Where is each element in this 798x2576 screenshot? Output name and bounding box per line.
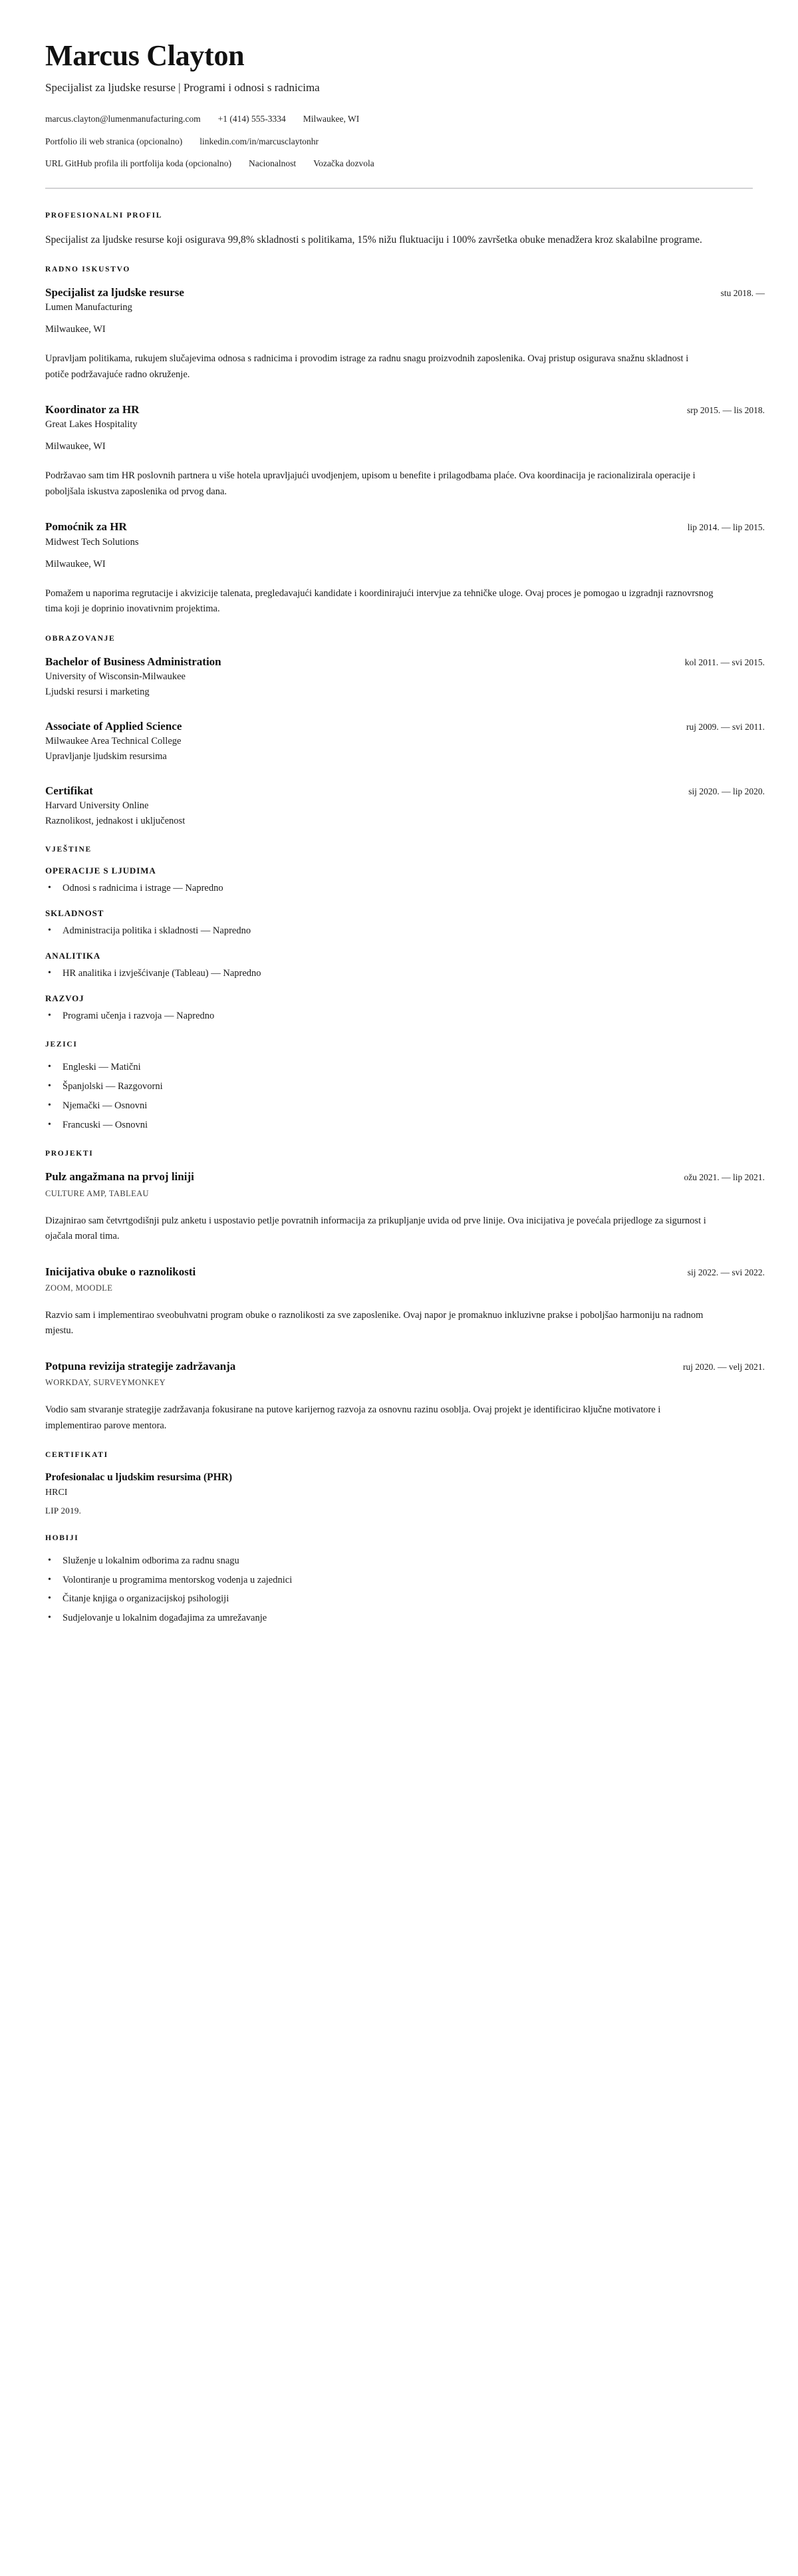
section-title-skills: VJEŠTINE — [45, 846, 92, 854]
section-projects — [45, 1150, 765, 1434]
job-description: Upravljam politikama, rukujem slučajevima odnosa s radnicima i provodim istrage za radnu snagu proizvodnih zaposlenika. Ovaj pristup osigurava snažnu skladnost i potiče podržavajuće radno okruženje. — [45, 353, 689, 380]
experience-entry-head — [45, 402, 765, 416]
experience-entry-head — [45, 285, 765, 299]
language-list — [45, 1060, 765, 1132]
experience-entry — [45, 285, 765, 383]
contact-location: Milwaukee, WI — [303, 113, 360, 124]
job-description: Podržavao sam tim HR poslovnih partnera u više hotela upravljajući uvodjenjem, upisom u benefite i prilagodbama plaće. Ova koordinacija je racionalizirala operacije i poboljšala iskustva zaposlenika od prvog dana. — [45, 470, 696, 497]
skill-group-name: ANALITIKA — [45, 950, 101, 961]
skill-item: • Odnosi s radnicima i istrage — Napredno — [45, 882, 765, 896]
project-dates: ruj 2020. — velj 2021. — [683, 1361, 765, 1372]
job-position: Pomoćnik za HR — [45, 520, 127, 534]
project-stack: WORKDAY, SURVEYMONKEY — [45, 1378, 166, 1388]
contact-github-placeholder[interactable]: URL GitHub profila ili portfolija koda (opcionalno) — [45, 158, 231, 169]
section-certificates — [45, 1451, 765, 1517]
section-skills — [45, 846, 765, 1023]
resume-header — [45, 41, 765, 170]
education-institution: University of Wisconsin-Milwaukee — [45, 671, 186, 682]
section-title-certificates: CERTIFIKATI — [45, 1451, 108, 1460]
section-title-education: OBRAZOVANJE — [45, 634, 116, 643]
education-entry-head — [45, 784, 765, 798]
certificate-entry — [45, 1471, 765, 1517]
profile-summary-text: Specijalist za ljudske resurse koji osigurava 99,8% skladnosti s politikama, 15% nižu fluktuaciju i 100% završetka obuke menadžera kroz skalabilne programe. — [45, 234, 702, 245]
education-degree: Bachelor of Business Administration — [45, 655, 221, 668]
hobby-item: • Sudjelovanje u lokalnim događajima za umrežavanje — [45, 1611, 765, 1626]
header-divider — [45, 188, 753, 189]
section-education — [45, 635, 765, 829]
education-entry-head — [45, 655, 765, 669]
project-dates: sij 2022. — svi 2022. — [687, 1267, 765, 1277]
project-entry — [45, 1359, 765, 1434]
project-stack: CULTURE AMP, TABLEAU — [45, 1188, 149, 1198]
job-location: Milwaukee, WI — [45, 558, 106, 569]
hobby-item: • Služenje u lokalnim odborima za radnu snagu — [45, 1554, 765, 1569]
skill-group-name: SKLADNOST — [45, 908, 104, 919]
skill-list — [45, 1009, 765, 1024]
education-entry — [45, 719, 765, 764]
project-stack: ZOOM, MOODLE — [45, 1283, 113, 1293]
education-degree: Certifikat — [45, 784, 93, 798]
candidate-name: Marcus Clayton — [45, 39, 245, 72]
job-location: Milwaukee, WI — [45, 441, 106, 452]
job-company: Lumen Manufacturing — [45, 302, 132, 313]
section-title-projects: PROJEKTI — [45, 1150, 94, 1158]
certificate-name: Profesionalac u ljudskim resursima (PHR) — [45, 1472, 233, 1484]
project-entry — [45, 1170, 765, 1244]
job-location: Milwaukee, WI — [45, 324, 106, 335]
skill-item: • Programi učenja i razvoja — Napredno — [45, 1009, 765, 1024]
project-entry-head — [45, 1265, 765, 1279]
language-item: • Španjolski — Razgovorni — [45, 1080, 765, 1094]
education-dates: ruj 2009. — svi 2011. — [686, 721, 765, 732]
contact-email[interactable]: marcus.clayton@lumenmanufacturing.com — [45, 113, 201, 124]
section-title-hobbies: HOBIJI — [45, 1533, 79, 1542]
skill-list — [45, 967, 765, 981]
section-title-profile: PROFESIONALNI PROFIL — [45, 211, 163, 220]
job-position: Specijalist za ljudske resurse — [45, 285, 184, 299]
education-field: Ljudski resursi i marketing — [45, 686, 150, 697]
project-name: Pulz angažmana na prvoj liniji — [45, 1170, 194, 1184]
project-name: Potpuna revizija strategije zadržavanja — [45, 1359, 236, 1372]
education-field: Raznolikost, jednakost i uključenost — [45, 816, 186, 827]
skill-group — [45, 993, 765, 1024]
project-description: Razvio sam i implementirao sveobuhvatni program obuke o raznolikosti za sve zaposlenike. Ovaj napor je promaknuo inkluzivne prakse i poboljšao harmoniju na radnom mjestu. — [45, 1309, 704, 1337]
experience-entry — [45, 520, 765, 617]
project-name: Inicijativa obuke o raznolikosti — [45, 1265, 196, 1278]
education-institution: Milwaukee Area Technical College — [45, 736, 182, 747]
contact-row-extra — [45, 157, 765, 170]
job-company: Great Lakes Hospitality — [45, 419, 138, 430]
education-institution: Harvard University Online — [45, 800, 149, 812]
hobby-item: • Volontiranje u programima mentorskog vodenja u zajednici — [45, 1573, 765, 1588]
project-entry — [45, 1265, 765, 1339]
project-description: Dizajnirao sam četvrtgodišnji pulz anketu i uspostavio petlje povratnih informacija za prikupljanje uvida od prve linije. Ova inicijativa je povećala prijedloge za sigurnost i ojačala moral tima. — [45, 1215, 706, 1242]
hobby-list — [45, 1554, 765, 1626]
project-entry-head — [45, 1359, 765, 1373]
education-dates: kol 2011. — svi 2015. — [684, 657, 765, 667]
education-dates: sij 2020. — lip 2020. — [688, 786, 765, 797]
candidate-headline: Specijalist za ljudske resurse | Programi i odnosi s radnicima — [45, 80, 320, 94]
skill-item: • Administracija politika i skladnosti — Napredno — [45, 924, 765, 939]
section-professional-profile — [45, 212, 765, 248]
section-hobbies — [45, 1534, 765, 1626]
skill-item: • HR analitika i izvješćivanje (Tableau) — Napredno — [45, 967, 765, 981]
education-field: Upravljanje ljudskim resursima — [45, 751, 167, 762]
certificate-date: LIP 2019. — [45, 1505, 82, 1516]
section-work-experience — [45, 265, 765, 617]
education-entry-head — [45, 719, 765, 733]
education-entry — [45, 784, 765, 828]
skill-group-name: OPERACIJE S LJUDIMA — [45, 866, 156, 876]
job-dates: lip 2014. — lip 2015. — [687, 522, 765, 533]
education-entry — [45, 655, 765, 699]
language-item: • Francuski — Osnovni — [45, 1118, 765, 1133]
certificate-issuer: HRCI — [45, 1488, 68, 1498]
contact-phone[interactable]: +1 (414) 555-3334 — [217, 113, 286, 124]
section-title-languages: JEZICI — [45, 1041, 78, 1049]
skill-group-name: RAZVOJ — [45, 993, 84, 1003]
contact-driving-license: Vozačka dozvola — [313, 158, 374, 169]
project-entry-head — [45, 1170, 765, 1184]
skill-list — [45, 882, 765, 896]
contact-portfolio-placeholder[interactable]: Portfolio ili web stranica (opcionalno) — [45, 136, 183, 146]
skill-group — [45, 908, 765, 939]
hobby-item: • Čitanje knjiga o organizacijskoj psihologiji — [45, 1592, 765, 1607]
contact-linkedin[interactable]: linkedin.com/in/marcusclaytonhr — [200, 136, 319, 146]
project-description: Vodio sam stvaranje strategije zadržavanja fokusirane na putove karijernog razvoja za osnovnu razinu osoblja. Ovaj projekt je identificirao ključne motivatore i implementirao parove mentora. — [45, 1404, 661, 1431]
language-item: • Engleski — Matični — [45, 1060, 765, 1075]
experience-entry-head — [45, 520, 765, 534]
contact-row-primary — [45, 112, 765, 126]
experience-entry — [45, 402, 765, 500]
project-dates: ožu 2021. — lip 2021. — [684, 1172, 765, 1183]
job-dates: srp 2015. — lis 2018. — [686, 405, 765, 416]
language-item: • Njemački — Osnovni — [45, 1099, 765, 1114]
job-position: Koordinator za HR — [45, 403, 140, 416]
section-languages — [45, 1041, 765, 1132]
contact-nationality: Nacionalnost — [248, 158, 297, 169]
skill-group — [45, 951, 765, 981]
job-description: Pomažem u naporima regrutacije i akvizicije talenata, pregledavajući kandidate i koordinirajući intervjue za tehničke uloge. Ovaj proces je pomogao u izgradnji raznovrsnog tima koji je doprinio inovativnim projektima. — [45, 587, 714, 615]
contact-row-links — [45, 135, 765, 148]
job-dates: stu 2018. — — [720, 287, 765, 298]
job-company: Midwest Tech Solutions — [45, 536, 139, 548]
skill-list — [45, 924, 765, 939]
section-title-experience: RADNO ISKUSTVO — [45, 265, 131, 273]
education-degree: Associate of Applied Science — [45, 719, 182, 732]
skill-group — [45, 866, 765, 896]
